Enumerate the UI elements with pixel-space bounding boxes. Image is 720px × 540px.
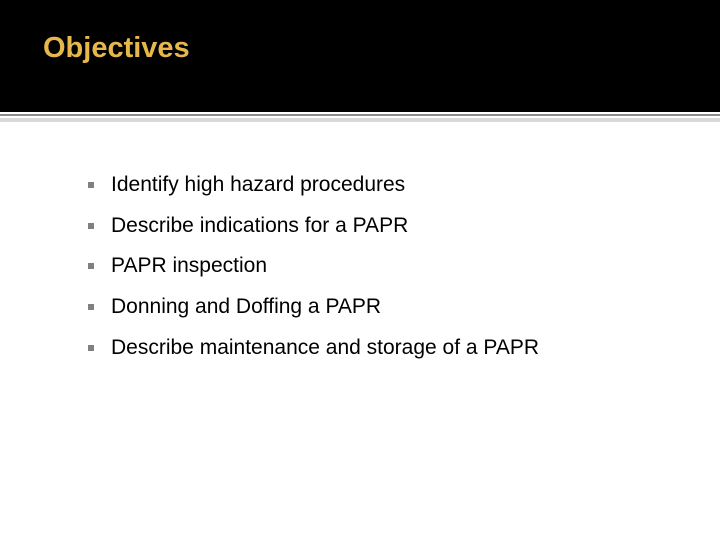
- objective-item: [88, 333, 539, 363]
- square-bullet-icon: [88, 182, 94, 188]
- objective-item: [88, 292, 381, 322]
- objective-text: Describe indications for a PAPR: [111, 214, 409, 237]
- square-bullet-icon: [88, 304, 94, 310]
- objective-item: [88, 211, 408, 241]
- slide-title: Objectives: [43, 32, 190, 64]
- objective-text: Identify high hazard procedures: [111, 173, 406, 196]
- square-bullet-icon: [88, 345, 94, 351]
- objective-item: [88, 170, 405, 200]
- objective-text: PAPR inspection: [111, 254, 268, 277]
- square-bullet-icon: [88, 223, 94, 229]
- objective-text: Donning and Doffing a PAPR: [111, 295, 382, 318]
- objective-item: [88, 251, 267, 281]
- square-bullet-icon: [88, 263, 94, 269]
- objective-text: Describe maintenance and storage of a PAPR: [111, 336, 540, 359]
